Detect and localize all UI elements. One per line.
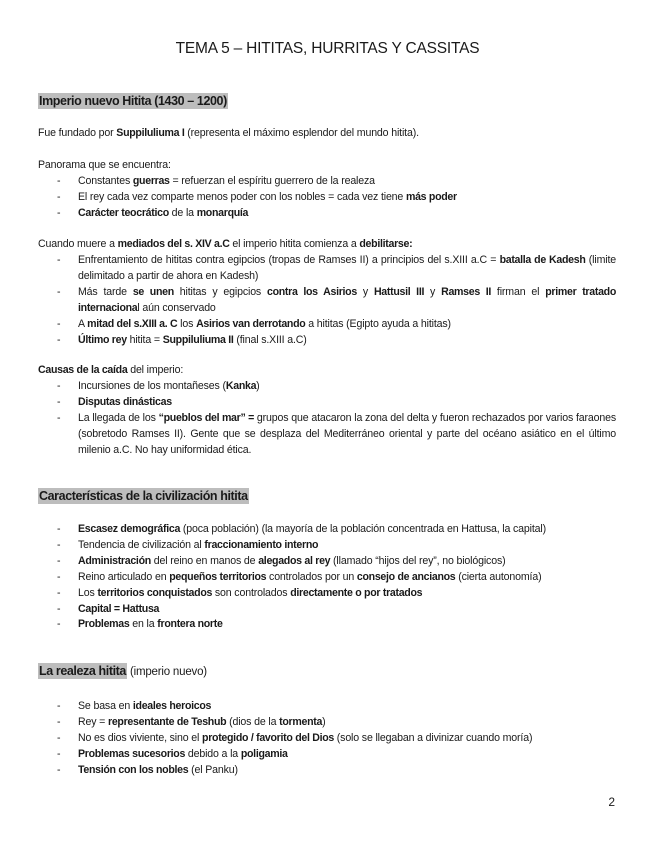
heading-highlight: Características de la civilización hitita	[39, 489, 248, 503]
document-title: TEMA 5 – HITITAS, HURRITAS Y CASSITAS	[175, 40, 480, 57]
page-number: 2	[608, 795, 615, 809]
founder-name: Suppiluliuma I	[116, 127, 185, 139]
list-item: - La llegada de los “pueblos del mar” = grupos que atacaron la zona del delta y fueron rechazados por varios faraones (sobretodo Ramses II). Gente que se desplaza del Mediterráneo oriental y parte del océano asiático en el último milenio a.C. No hay uniformidad ética.	[57, 411, 616, 456]
heading-highlight: La realeza hitita	[39, 664, 126, 678]
list-item: - Rey = representante de Teshub (dios de la tormenta)	[57, 715, 326, 728]
list-item: - Último rey hitita = Suppiluliuma II (final s.XIII a.C)	[57, 333, 307, 346]
list-item: - Los territorios conquistados son controlados directamente o por tratados	[57, 586, 423, 599]
section-heading-caracteristicas	[38, 489, 249, 503]
list-item: - Problemas en la frontera norte	[57, 618, 223, 631]
list-item: - Tensión con los nobles (el Panku)	[57, 763, 238, 776]
royalty-list	[0, 699, 655, 779]
death-list	[0, 253, 655, 348]
causes-list	[0, 379, 655, 459]
list-item: - No es dios viviente, sino el protegido / favorito del Dios (solo se llegaban a divinizar cuando moría)	[57, 731, 533, 744]
heading-note: (imperio nuevo)	[127, 666, 207, 678]
founded-paragraph: Fue fundado por Suppiluliuma I (representa el máximo esplendor del mundo hitita).	[38, 127, 419, 139]
characteristics-list	[0, 522, 655, 633]
list-item: - Se basa en ideales heroicos	[57, 700, 212, 712]
list-item: - Tendencia de civilización al fraccionamiento interno	[57, 538, 319, 551]
list-item: - Carácter teocrático de la monarquía	[57, 206, 249, 219]
panorama-intro: Panorama que se encuentra:	[38, 159, 171, 171]
list-item: - El rey cada vez comparte menos poder con los nobles = cada vez tiene más poder	[57, 190, 457, 203]
list-item: - Problemas sucesorios debido a la poligamia	[57, 747, 288, 760]
list-item: - Escasez demográfica (poca población) (la mayoría de la población concentrada en Hattusa, la capital)	[57, 523, 546, 535]
death-intro: Cuando muere a mediados del s. XIV a.C el imperio hitita comienza a debilitarse:	[38, 238, 413, 250]
list-item: - Administración del reino en manos de alegados al rey (llamado “hijos del rey”, no biológicos)	[57, 554, 506, 567]
list-item: - Más tarde se unen hititas y egipcios contra los Asirios y Hattusil III y Ramses II firman el primer tratado internacional aún conservado	[57, 285, 617, 314]
list-item: - Constantes guerras = refuerzan el espíritu guerrero de la realeza	[57, 175, 375, 187]
heading-highlight: Imperio nuevo Hitita (1430 – 1200)	[39, 94, 227, 108]
section-heading-realeza	[38, 664, 207, 678]
list-item: - Reino articulado en pequeños territorios controlados por un consejo de ancianos (cierta autonomía)	[57, 570, 542, 583]
list-item: - A mitad del s.XIII a. C los Asirios van derrotando a hititas (Egipto ayuda a hititas)	[57, 317, 451, 330]
panorama-list	[0, 174, 655, 222]
causes-intro: Causas de la caída del imperio:	[38, 364, 184, 376]
list-item: - Incursiones de los montañeses (Kanka)	[57, 380, 260, 392]
list-item: - Capital = Hattusa	[57, 602, 160, 615]
section-heading-imperio-nuevo	[38, 94, 228, 108]
list-item: - Enfrentamiento de hititas contra egipcios (tropas de Ramses II) a principios del s.XIII a.C = batalla de Kadesh (limite delimitado a partir de ahora en Kadesh)	[57, 254, 616, 282]
list-item: - Disputas dinásticas	[57, 395, 172, 408]
